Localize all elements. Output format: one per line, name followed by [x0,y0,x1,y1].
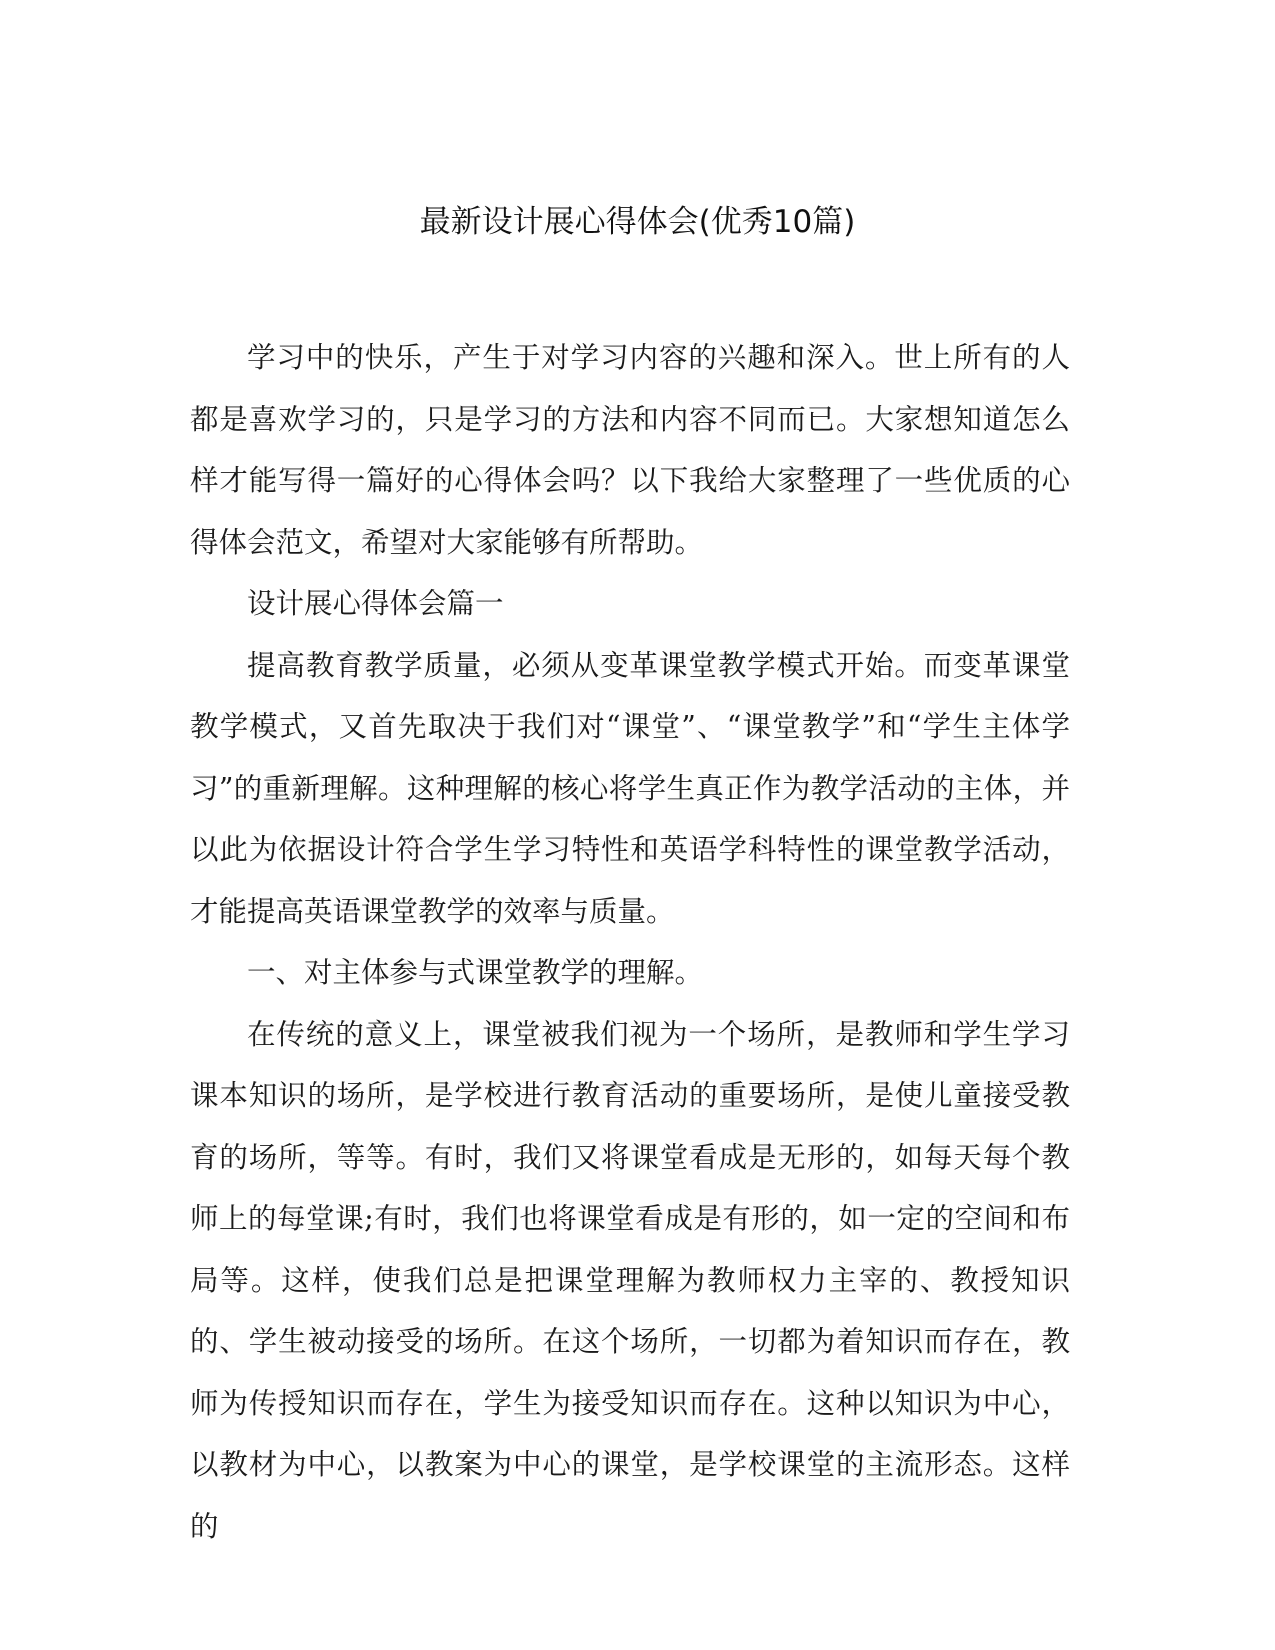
paragraph-intro: 学习中的快乐，产生于对学习内容的兴趣和深入。世上所有的人都是喜欢学习的，只是学习的方法和内容不同而已。大家想知道怎么样才能写得一篇好的心得体会吗？以下我给大家整理了一些优质的心得体会范文，希望对大家能够有所帮助。 [190,341,1070,559]
paragraph: 提高教育教学质量，必须从变革课堂教学模式开始。而变革课堂教学模式，又首先取决于我们对“课堂”、“课堂教学”和“学生主体学习”的重新理解。这种理解的核心将学生真正作为教学活动的主体，并以此为依据设计符合学生学习特性和英语学科特性的课堂教学活动，才能提高英语课堂教学的效率与质量。 [190,648,1070,928]
subsection-heading: 一、对主体参与式课堂教学的理解。 [247,956,704,989]
section-heading: 设计展心得体会篇一 [247,587,504,620]
document-body [190,327,1070,1557]
paragraph: 在传统的意义上，课堂被我们视为一个场所，是教师和学生学习课本知识的场所，是学校进行教育活动的重要场所，是使儿童接受教育的场所，等等。有时，我们又将课堂看成是无形的，如每天每个教师上的每堂课;有时，我们也将课堂看成是有形的，如一定的空间和布局等。这样，使我们总是把课堂理解为教师权力主宰的、教授知识的、学生被动接受的场所。在这个场所，一切都为着知识而存在，教师为传授知识而存在，学生为接受知识而存在。这种以知识为中心，以教材为中心，以教案为中心的课堂，是学校课堂的主流形态。这样的 [190,1017,1070,1543]
document-title: 最新设计展心得体会(优秀10篇) [419,204,856,240]
